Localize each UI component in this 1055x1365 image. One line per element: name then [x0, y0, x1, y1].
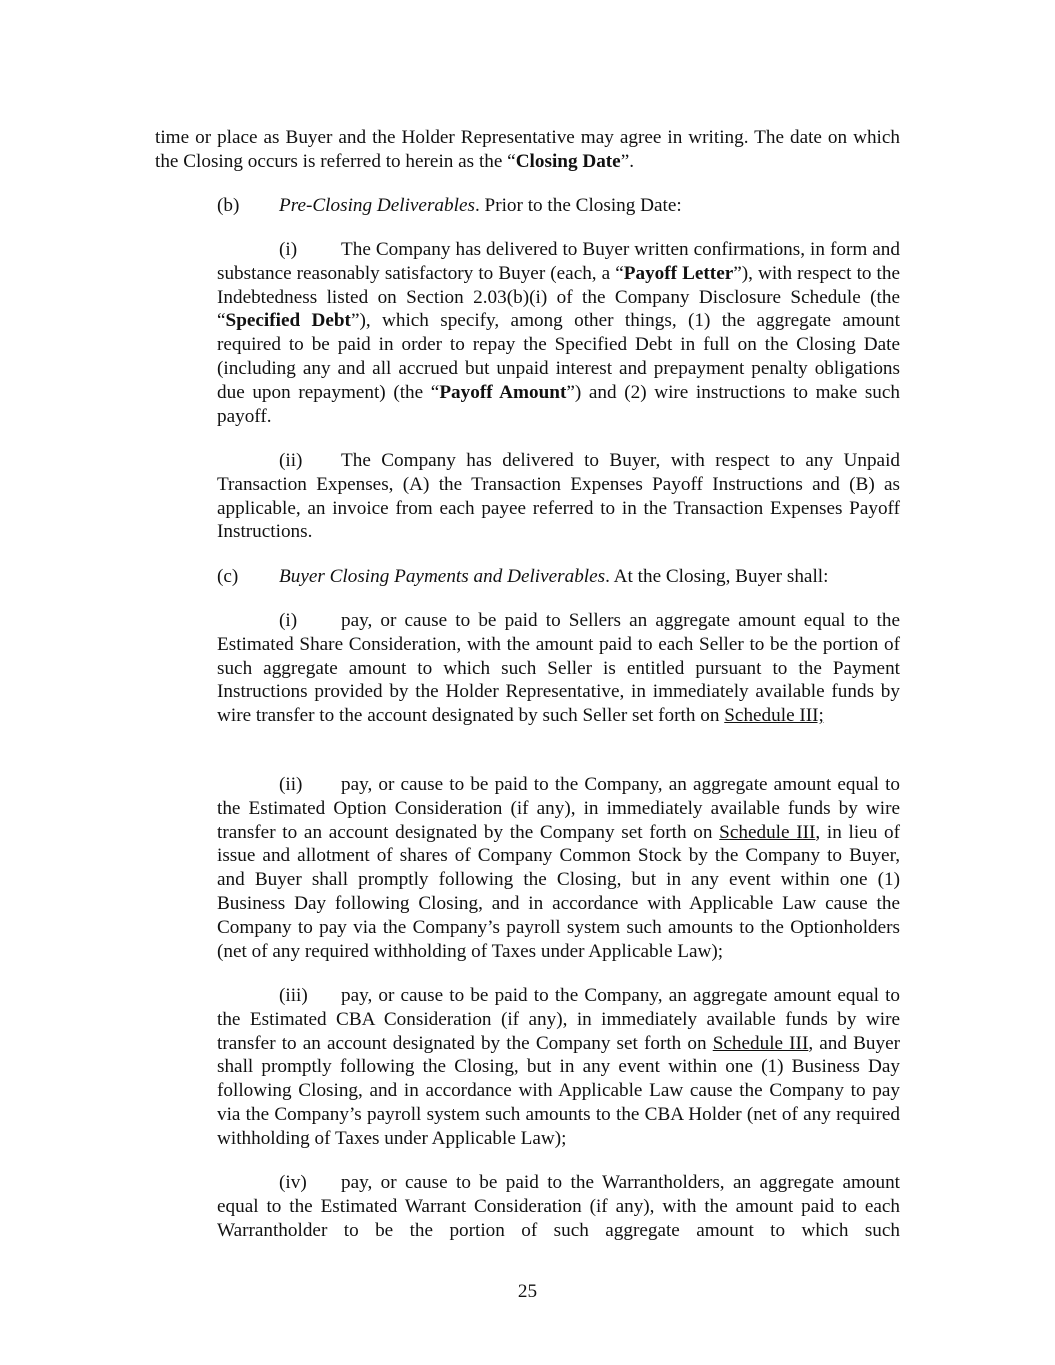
- schedule-iii-reference: Schedule III: [719, 821, 816, 843]
- item-label: (i): [279, 610, 298, 631]
- section-c-label: (c): [217, 566, 239, 587]
- defined-term-payoff-letter: Payoff Letter: [623, 262, 734, 284]
- item-label: (iv): [279, 1172, 307, 1193]
- section-c-item-i: (i) pay, or cause to be paid to Sellers an aggregate amount equal to the Estimated Share Consideration, with the amount paid to each Seller to be the portion of such aggregate amount to which such Seller is entitled pursuant to the Payment Instructions provided by the Holder Representative, in immediately available funds by wire transfer to the account designated by such Seller set forth on Schedule III;: [217, 610, 900, 727]
- continuation-paragraph: time or place as Buyer and the Holder Representative may agree in writing. The date on which the Closing occurs is referred to herein as the “Closing Date”.: [155, 127, 900, 172]
- section-b-item-i: (i) The Company has delivered to Buyer written confirmations, in form and substance reasonably satisfactory to Buyer (each, a “Payoff Letter”), with respect to the Indebtedness listed on Section 2.03(b)(i) of the Company Disclosure Schedule (the “Specified Debt”), which specify, among other things, (1) the aggregate amount required to be paid in order to repay the Specified Debt in full on the Closing Date (including any and all accrued but unpaid interest and prepayment penalty obligations due upon repayment) (the “Payoff Amount”) and (2) wire instructions to make such payoff.: [217, 239, 901, 427]
- section-c-item-iii: (iii) pay, or cause to be paid to the Company, an aggregate amount equal to the Estimated CBA Consideration (if any), in immediately available funds by wire transfer to an account designated by the Company set forth on Schedule III, and Buyer shall promptly following the Closing, but in any event within one (1) Business Day following Closing, and in accordance with Applicable Law cause the Company to pay via the Company’s payroll system such amounts to the CBA Holder (net of any required withholding of Taxes under Applicable Law);: [217, 985, 900, 1149]
- defined-term-closing-date: Closing Date: [515, 150, 621, 172]
- section-b-item-ii: (ii) The Company has delivered to Buyer, with respect to any Unpaid Transaction Expenses, (A) the Transaction Expenses Payoff Instructions and (B) as applicable, an invoice from each payee referred to in the Transaction Expenses Payoff Instructions.: [217, 450, 900, 543]
- item-label: (i): [279, 239, 298, 260]
- section-c-title: Buyer Closing Payments and Deliverables: [279, 566, 606, 587]
- defined-term-specified-debt: Specified Debt: [225, 310, 351, 332]
- section-c-item-ii: (ii) pay, or cause to be paid to the Company, an aggregate amount equal to the Estimated Option Consideration (if any), in immediately available funds by wire transfer to an account designated by the Company set forth on Schedule III, in lieu of issue and allotment of shares of Company Common Stock by the Company to Buyer, and Buyer shall promptly following the Closing, but in any event within one (1) Business Day following Closing, and in accordance with Applicable Law cause the Company to pay via the Company’s payroll system such amounts to the Optionholders (net of any required withholding of Taxes under Applicable Law);: [217, 774, 900, 962]
- section-c-heading: (c) Buyer Closing Payments and Deliverables. At the Closing, Buyer shall:: [217, 566, 829, 587]
- section-b-heading: (b) Pre-Closing Deliverables. Prior to the Closing Date:: [217, 195, 682, 216]
- schedule-iii-reference: Schedule III;: [724, 705, 824, 727]
- item-label: (iii): [279, 985, 308, 1006]
- defined-term-payoff-amount: Payoff Amount: [439, 381, 567, 403]
- page-number: 25: [517, 1281, 538, 1302]
- section-c-item-iv: (iv) pay, or cause to be paid to the Warrantholders, an aggregate amount equal to the Estimated Warrant Consideration (if any), with the amount paid to each Warrantholder to be the portion of such aggregate amount to which such: [217, 1172, 900, 1241]
- section-b-title: Pre-Closing Deliverables: [279, 195, 475, 216]
- item-label: (ii): [279, 774, 303, 795]
- section-b-label: (b): [217, 195, 240, 216]
- schedule-iii-reference: Schedule III: [712, 1032, 809, 1054]
- item-label: (ii): [279, 450, 303, 471]
